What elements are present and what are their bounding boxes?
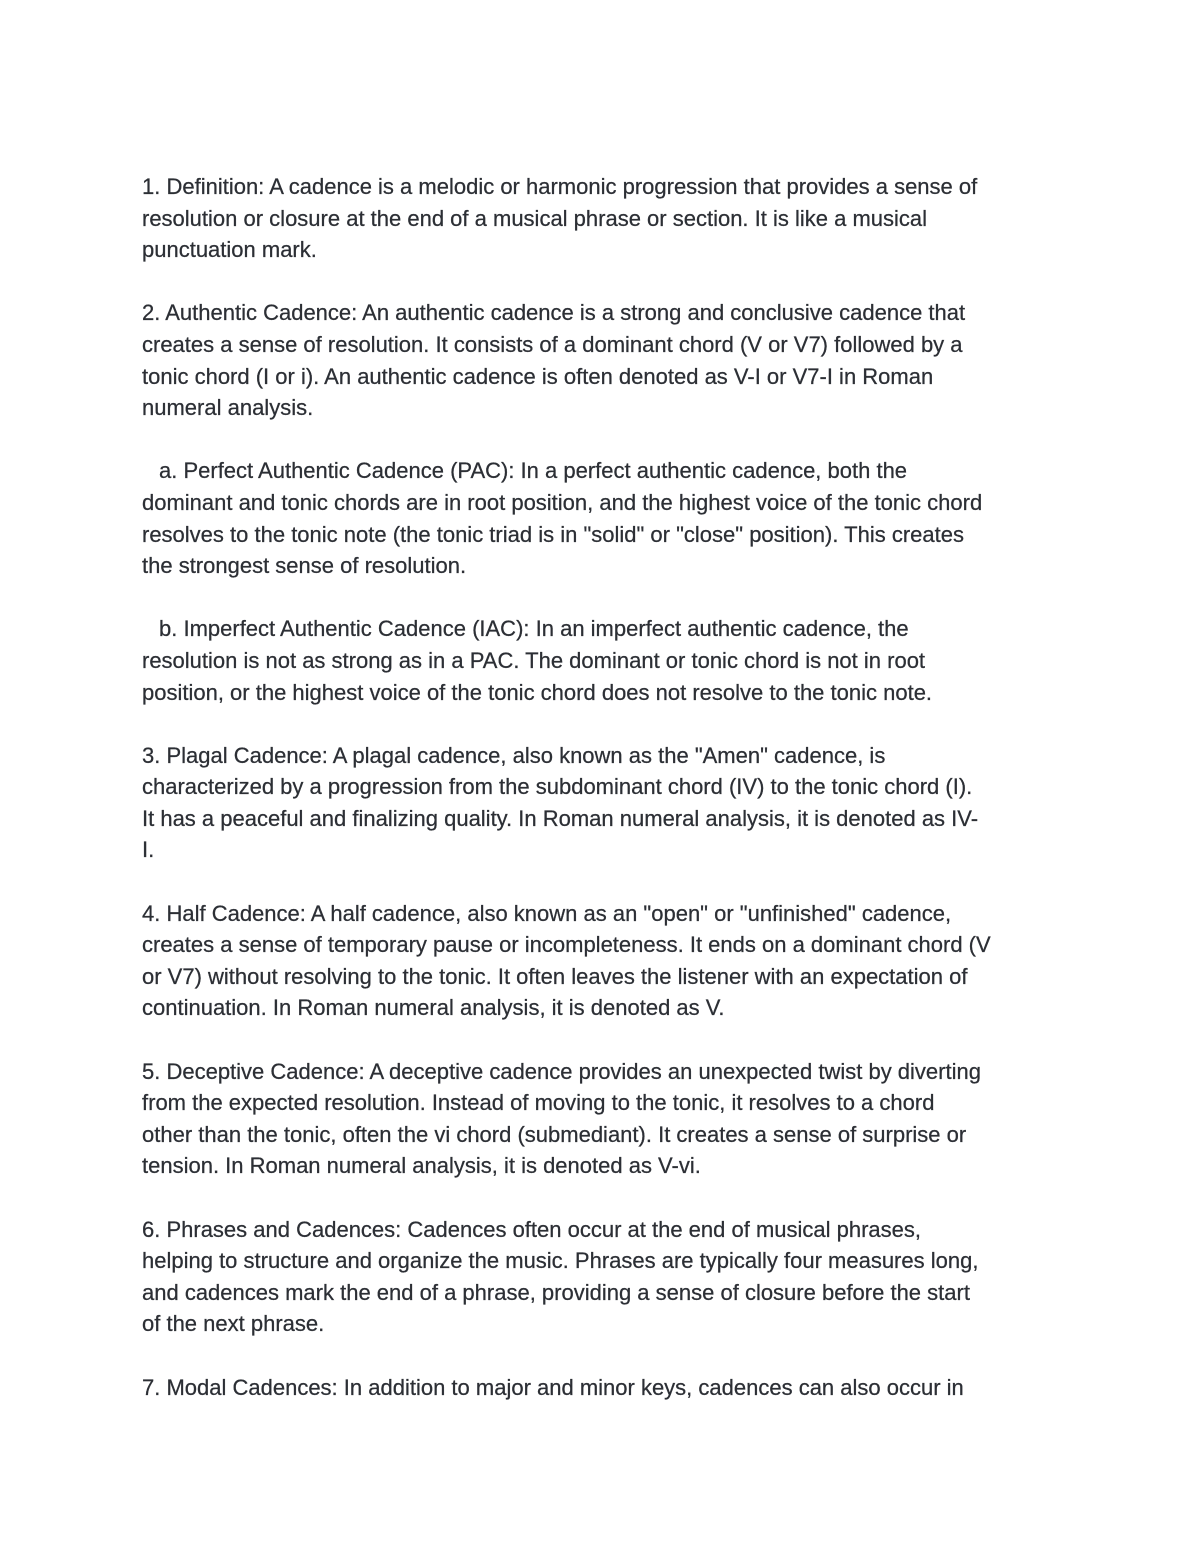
paragraph-perfect-authentic-cadence xyxy=(142,455,1062,581)
paragraph-phrases-and-cadences: 6. Phrases and Cadences: Cadences often occur at the end of musical phrases, helping to structure and organize the music. Phrases are typically four measures long, and cadences mark the end of a phrase, providing a sense of closure before the start of the next phrase. xyxy=(142,1216,979,1337)
paragraph-deceptive-cadence: 5. Deceptive Cadence: A deceptive cadence provides an unexpected twist by diverting from the expected resolution. Instead of moving to the tonic, it resolves to a chord other than the tonic, often the vi chord (submediant). It creates a sense of surprise or tension. In Roman numeral analysis, it is denoted as V-vi. xyxy=(142,1058,981,1179)
paragraph-plagal-cadence: 3. Plagal Cadence: A plagal cadence, also known as the "Amen" cadence, is characterized by a progression from the subdominant chord (IV) to the tonic chord (I). It has a peaceful and finalizing quality. In Roman numeral analysis, it is denoted as IV- I. xyxy=(142,742,979,863)
pac-continuation: dominant and tonic chords are in root position, and the highest voice of the tonic chord resolves to the tonic note (the tonic triad is in "solid" or "close" position). This creates the strongest sense of resolution. xyxy=(142,489,983,579)
paragraph-imperfect-authentic-cadence xyxy=(142,613,1062,708)
paragraph-definition: 1. Definition: A cadence is a melodic or harmonic progression that provides a sense of resolution or closure at the end of a musical phrase or section. It is like a musical punctuation mark. xyxy=(142,174,978,263)
iac-first-line: b. Imperfect Authentic Cadence (IAC): In an imperfect authentic cadence, the xyxy=(159,616,909,642)
paragraph-modal-cadences: 7. Modal Cadences: In addition to major and minor keys, cadences can also occur in xyxy=(142,1374,964,1400)
paragraph-authentic-cadence: 2. Authentic Cadence: An authentic cadence is a strong and conclusive cadence that creates a sense of resolution. It consists of a dominant chord (V or V7) followed by a tonic chord (I or i). An authentic cadence is often denoted as V-I or V7-I in Roman numeral analysis. xyxy=(142,300,966,421)
iac-continuation: resolution is not as strong as in a PAC. The dominant or tonic chord is not in root position, or the highest voice of the tonic chord does not resolve to the tonic note. xyxy=(142,647,933,705)
paragraph-half-cadence: 4. Half Cadence: A half cadence, also known as an "open" or "unfinished" cadence, creates a sense of temporary pause or incompleteness. It ends on a dominant chord (V or V7) without resolving to the tonic. It often leaves the listener with an expectation of continuation. In Roman numeral analysis, it is denoted as V. xyxy=(142,900,991,1021)
pac-first-line: a. Perfect Authentic Cadence (PAC): In a perfect authentic cadence, both the xyxy=(159,458,908,484)
